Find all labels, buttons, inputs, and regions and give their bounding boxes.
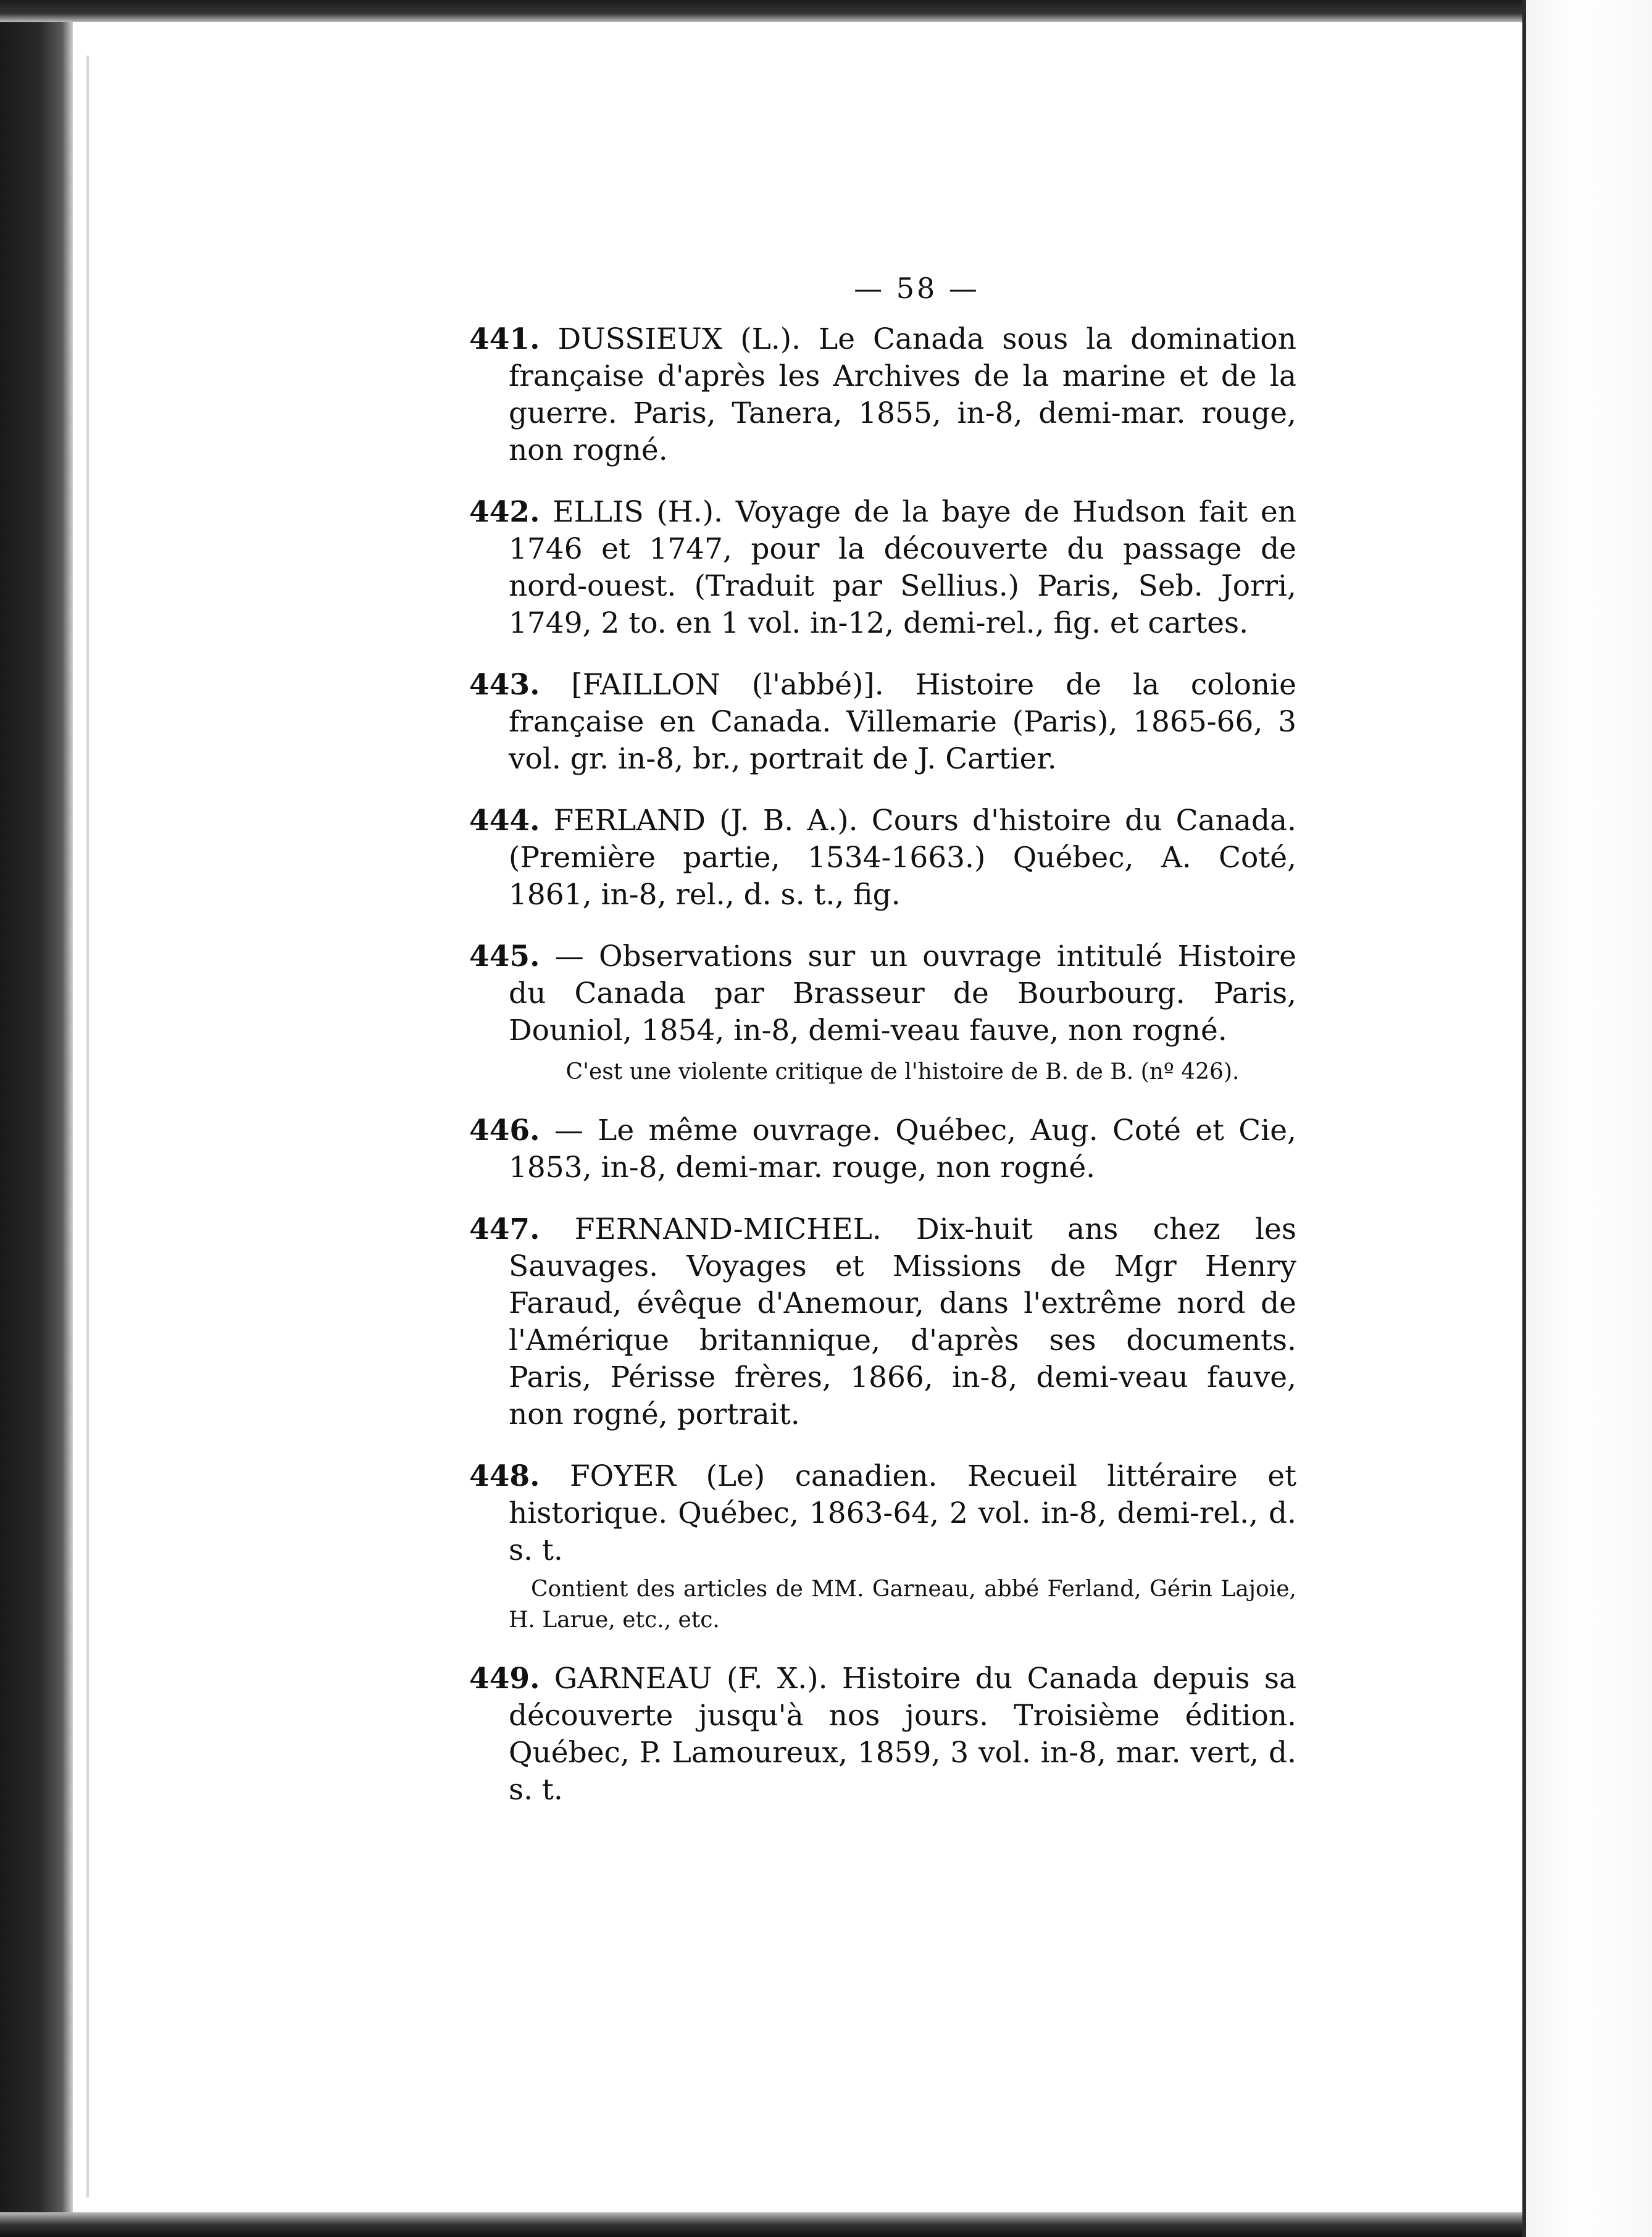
entry-number: 446. [469,1114,540,1148]
catalogue-page [469,272,1296,1833]
entry-number: 449. [469,1662,540,1696]
entry-text: FERLAND (J. B. A.). Cours d'histoire du Canada. (Première partie, 1534-1663.) Québec, A. Coté, 1861, in-8, rel., d. s. t., fig. [509,804,1296,912]
catalogue-entry-441 [469,321,1296,469]
scan-border-bottom [0,2212,1652,2237]
entry-note: Contient des articles de MM. Garneau, abbé Ferland, Gérin Lajoie, H. Larue, etc., etc. [509,1577,1296,1633]
page-inner-edge [86,56,89,2197]
page-number: — 58 — [854,272,980,305]
entry-text: ELLIS (H.). Voyage de la baye de Hudson fait en 1746 et 1747, pour la découverte du passage de nord-ouest. (Traduit par Sellius.) Paris, Seb. Jorri, 1749, 2 to. en 1 vol. in-12, demi-rel., fig. et cartes. [509,495,1296,640]
entry-text: FOYER (Le) canadien. Recueil littéraire et historique. Québec, 1863-64, 2 vol. in-8, demi-rel., d. s. t. [509,1459,1296,1567]
entry-text: — Observations sur un ouvrage intitulé Histoire du Canada par Brasseur de Bourbourg. Paris, Douniol, 1854, in-8, demi-veau fauve, non rogné. [509,939,1296,1048]
entry-number: 447. [469,1212,540,1246]
entry-text: FERNAND-MICHEL. Dix-huit ans chez les Sauvages. Voyages et Missions de Mgr Henry Faraud, évêque d'Anemour, dans l'extrême nord de l'Amérique britannique, d'après ses documents. Paris, Périsse frères, 1866, in-8, demi-veau fauve, non rogné, portrait. [509,1212,1296,1431]
catalogue-entry-442 [469,494,1296,642]
catalogue-entry-445 [469,938,1296,1049]
entry-number: 444. [469,804,540,838]
entry-text: [FAILLON (l'abbé)]. Histoire de la colonie française en Canada. Villemarie (Paris), 1865-66, 3 vol. gr. in-8, br., portrait de J. Cartier. [509,668,1296,776]
entry-note: C'est une violente critique de l'histoire de B. de B. (nº 426). [565,1059,1240,1085]
entry-text: DUSSIEUX (L.). Le Canada sous la domination française d'après les Archives de la marine et de la guerre. Paris, Tanera, 1855, in-8, demi-mar. rouge, non rogné. [509,322,1296,467]
entry-number: 443. [469,668,540,702]
page-fold-line [1522,0,1526,2237]
scan-border-top [0,0,1652,22]
catalogue-entry-446 [469,1112,1296,1186]
catalogue-entry-448 [469,1458,1296,1569]
scan-border-left [0,0,73,2237]
catalogue-entry-448-group [469,1458,1296,1636]
catalogue-entry-444 [469,802,1296,914]
entry-text: — Le même ouvrage. Québec, Aug. Coté et Cie, 1853, in-8, demi-mar. rouge, non rogné. [509,1114,1296,1185]
catalogue-entry-443 [469,667,1296,778]
page-fold-shade [1526,0,1652,2237]
entry-number: 445. [469,939,540,973]
catalogue-entry-449 [469,1660,1296,1809]
entry-number: 441. [469,322,540,356]
catalogue-entry-447 [469,1211,1296,1433]
entry-number: 448. [469,1459,540,1493]
entry-number: 442. [469,495,540,529]
entry-text: GARNEAU (F. X.). Histoire du Canada depuis sa découverte jusqu'à nos jours. Troisième édition. Québec, P. Lamoureux, 1859, 3 vol. in-8, mar. vert, d. s. t. [509,1662,1296,1807]
catalogue-entry-445-group [469,938,1296,1088]
